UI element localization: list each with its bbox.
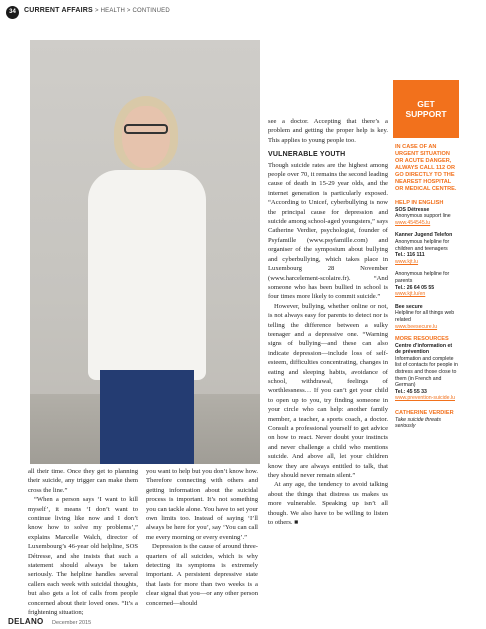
article-column-1 xyxy=(28,467,138,618)
subheading: VULNERABLE YOUTH xyxy=(268,151,346,159)
page-footer xyxy=(8,611,91,629)
resource-tel: Tel.: 26 64 05 55 xyxy=(395,284,435,291)
resource-cip xyxy=(395,343,459,402)
portrait-photo xyxy=(30,40,260,464)
paragraph: “When a person says ‘I want to kill myself’, it means ‘I don’t want to continue living like now and I don’t know how to solve my problems’,” explains Marcelle Walch, director of Luxembourg’s 46-year old helpline, SOS Détresse, and she insists that such a statement should always be taken seriously. The helpline handles several callers each week with suicidal thoughts, but also gets a lot of calls from people concerned about their loved ones. “It’s a frightening situation; xyxy=(28,496,138,617)
caption-text: Take suicide threats seriously xyxy=(395,416,441,430)
sidebar-content xyxy=(395,144,459,430)
resource-tel: Tel.: 45 55 33 xyxy=(395,388,427,395)
paragraph: At any age, the tendency to avoid talking about the things that distress us makes us more vulnerable. Speaking up isn’t all though. We also have to be willing to listen to others. ■ xyxy=(268,481,388,527)
resource-name: Centre d’information et de prévention xyxy=(395,342,453,356)
section-label xyxy=(24,7,170,14)
resource-tel: Tel.: 116 111 xyxy=(395,252,425,259)
paragraph: Though suicide rates are the highest among people over 70, it remains the second leading cause of death in 15-29 year olds, and the internet generation is particularly exposed. “According to Unicef, cyberbullying is now the principal cause for depression and suicide among school-aged youngsters,” says Catherine Verdier, psychologist, founder of Psyfamille (www.psyfamille.com) and organiser of the symposium about bullying and cyberbullying, which takes place in Luxembourg 28 November (www.harcelement-scolaire.fr). “And someone who has been bullied in school is four times more likely to commit suicide.” xyxy=(268,161,388,301)
resource-name: Bee secure xyxy=(395,303,423,310)
resource-link[interactable]: www.kjt.lu xyxy=(395,258,419,265)
resource-link[interactable]: www.beesecure.lu xyxy=(395,323,438,330)
magazine-brand: DELANO xyxy=(8,617,44,626)
resource-desc: Helpline for all things web related xyxy=(395,310,455,323)
photo-face xyxy=(122,106,170,168)
help-heading: HELP IN ENGLISH xyxy=(395,200,444,206)
page-header xyxy=(0,0,486,30)
page-number: 34 xyxy=(6,6,19,19)
caption-name: CATHERINE VERDIER xyxy=(395,410,454,417)
resource-name: SOS Détresse xyxy=(395,206,430,213)
issue-date: December 2015 xyxy=(52,620,92,626)
get-support-badge xyxy=(393,80,459,138)
more-heading: MORE RESOURCES xyxy=(395,336,449,343)
badge-title: GET SUPPORT xyxy=(405,99,447,119)
article-column-2 xyxy=(146,467,258,608)
resource-desc: Information and complete list of contacts for people in distress and those close to them (in French and German) xyxy=(395,355,458,389)
resource-link[interactable]: www.kjt.lu/en xyxy=(395,291,426,298)
urgent-notice: IN CASE OF AN URGENT SITUATION OR ACUTE DANGER, ALWAYS CALL 112 OR GO DIRECTLY TO THE NEAREST HOSPITAL OR MEDICAL CENTRE. xyxy=(395,144,457,192)
paragraph: you want to help but you don’t know how. Therefore connecting with others and getting information about the suicidal process is important. It’s not something you can tackle alone. You have to set your own limits too. Instead of saying ‘I’ll always be here for you’, say ‘You can call me every morning or every evening’.” xyxy=(146,468,258,541)
paragraph: However, bullying, whether online or not, is not always easy for parents to detect nor is telling the difference between a sulky teenager and a depressive one. “Warning signs of bullying—and these can also indicate depression—include loss of self-esteem, difficulties concentrating, changes in eating and sleeping habits, avoidance of school, withdrawal, feelings of worthlessness… If you can’t get your child to open up to you, try finding someone in your circle who can help: another family member, a teacher, a sports coach, a doctor. Consult a professional yourself to get advice on how to react. Never doubt your instincts and never challenge a child who mentions suicide. And above all, let your children know they are always entitled to talk, that they should never remain silent.” xyxy=(268,302,388,480)
photo-shirt xyxy=(88,170,206,380)
photo-glasses xyxy=(124,124,168,134)
resource-bee xyxy=(395,304,459,330)
support-sidebar xyxy=(393,80,459,620)
paragraph: Depression is the cause of around three-quarters of all suicides, which is why detecting its symptoms is extremely important. A persistent depressive state that lasts for more than two weeks is a clear signal that you—or any other person concerned—should xyxy=(146,543,258,607)
paragraph: all their time. Once they get to planning their suicide, any trigger can make them cross the line.” xyxy=(28,468,138,494)
resource-link[interactable]: www.454545.lu xyxy=(395,219,431,226)
section-title: CURRENT AFFAIRS xyxy=(24,7,93,14)
photo-caption xyxy=(395,410,459,430)
resource-desc: Anonymous helpline for children and teenagers xyxy=(395,238,450,252)
resource-desc: Anonymous helpline for parents xyxy=(395,271,450,284)
resource-sos xyxy=(395,207,459,227)
section-subtitle: > HEALTH > CONTINUED xyxy=(95,8,170,14)
photo-trousers xyxy=(100,370,194,464)
resource-desc: Anonymous support line xyxy=(395,213,451,220)
article-column-3 xyxy=(268,117,388,527)
resource-parents xyxy=(395,271,459,297)
paragraph: see a doctor. Accepting that there’s a problem and getting the proper help is key. This applies to young people too. xyxy=(268,118,388,144)
resource-kjt xyxy=(395,232,459,265)
resource-name: Kanner Jugend Telefon xyxy=(395,232,453,239)
resource-link[interactable]: www.prevention-suicide.lu xyxy=(395,395,455,402)
